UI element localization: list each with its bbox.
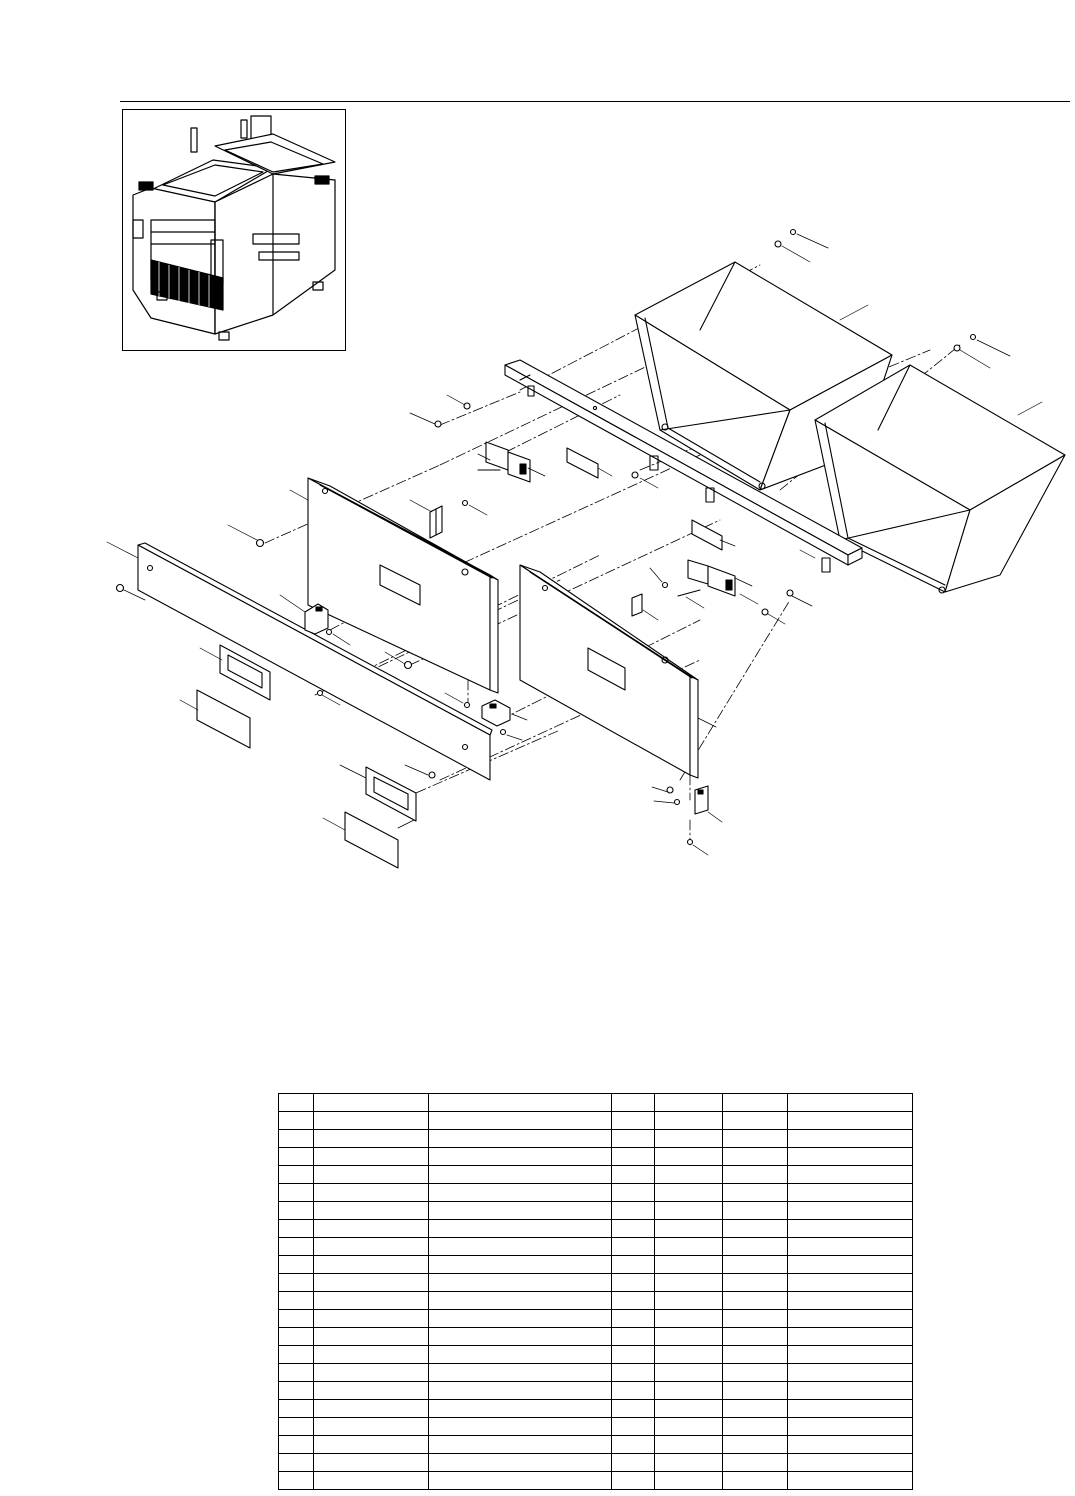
table-row	[279, 1418, 913, 1436]
column-header	[279, 1094, 314, 1112]
table-cell	[655, 1292, 723, 1310]
table-cell	[655, 1364, 723, 1382]
table-cell	[429, 1166, 612, 1184]
table-cell	[723, 1328, 788, 1346]
table-row	[279, 1130, 913, 1148]
table-row	[279, 1364, 913, 1382]
right-panel	[520, 565, 698, 778]
table-cell	[612, 1238, 655, 1256]
table-row	[279, 1274, 913, 1292]
table-cell	[655, 1472, 723, 1490]
table-row	[279, 1400, 913, 1418]
table-cell	[314, 1256, 429, 1274]
table-cell	[723, 1148, 788, 1166]
table-cell	[279, 1274, 314, 1292]
table-header-row	[279, 1094, 913, 1112]
table-cell	[723, 1238, 788, 1256]
table-cell	[655, 1382, 723, 1400]
table-cell	[279, 1382, 314, 1400]
table-cell	[788, 1220, 913, 1238]
table-cell	[788, 1328, 913, 1346]
table-cell	[612, 1274, 655, 1292]
table-cell	[279, 1472, 314, 1490]
table-cell	[279, 1238, 314, 1256]
table-row	[279, 1148, 913, 1166]
table-cell	[788, 1184, 913, 1202]
table-cell	[612, 1148, 655, 1166]
table-cell	[788, 1166, 913, 1184]
table-cell	[279, 1454, 314, 1472]
table-cell	[314, 1364, 429, 1382]
table-cell	[655, 1148, 723, 1166]
table-cell	[788, 1472, 913, 1490]
table-cell	[314, 1310, 429, 1328]
table-cell	[429, 1346, 612, 1364]
table-cell	[279, 1418, 314, 1436]
table-cell	[723, 1184, 788, 1202]
magnet-latch-right	[678, 560, 735, 596]
column-header	[612, 1094, 655, 1112]
label-upper-left	[567, 448, 598, 478]
table-row	[279, 1184, 913, 1202]
table-row	[279, 1346, 913, 1364]
table-cell	[429, 1400, 612, 1418]
table-cell	[788, 1292, 913, 1310]
table-cell	[314, 1436, 429, 1454]
table-cell	[788, 1418, 913, 1436]
table-cell	[723, 1364, 788, 1382]
table-cell	[723, 1202, 788, 1220]
table-cell	[279, 1184, 314, 1202]
table-row	[279, 1256, 913, 1274]
table-row	[279, 1292, 913, 1310]
table-cell	[788, 1454, 913, 1472]
column-header	[655, 1094, 723, 1112]
table-cell	[314, 1148, 429, 1166]
table-cell	[723, 1274, 788, 1292]
table-cell	[429, 1202, 612, 1220]
table-cell	[314, 1274, 429, 1292]
table-cell	[429, 1184, 612, 1202]
table-cell	[279, 1112, 314, 1130]
table-cell	[612, 1364, 655, 1382]
table-cell	[314, 1292, 429, 1310]
table-cell	[612, 1184, 655, 1202]
table-cell	[612, 1454, 655, 1472]
table-cell	[723, 1472, 788, 1490]
table-cell	[788, 1400, 913, 1418]
table-cell	[612, 1382, 655, 1400]
angle-bracket	[430, 506, 442, 538]
table-cell	[655, 1400, 723, 1418]
table-cell	[655, 1454, 723, 1472]
table-cell	[612, 1220, 655, 1238]
table-cell	[655, 1256, 723, 1274]
table-cell	[788, 1436, 913, 1454]
table-cell	[723, 1400, 788, 1418]
hinge-bracket-right	[482, 700, 510, 726]
table-cell	[655, 1310, 723, 1328]
table-row	[279, 1472, 913, 1490]
table-row	[279, 1454, 913, 1472]
table-cell	[314, 1220, 429, 1238]
table-cell	[314, 1166, 429, 1184]
table-cell	[723, 1310, 788, 1328]
table-cell	[314, 1382, 429, 1400]
table-cell	[429, 1382, 612, 1400]
table-cell	[723, 1436, 788, 1454]
table-cell	[655, 1328, 723, 1346]
table-cell	[279, 1364, 314, 1382]
table-cell	[612, 1310, 655, 1328]
table-cell	[612, 1328, 655, 1346]
table-cell	[314, 1346, 429, 1364]
table-cell	[314, 1472, 429, 1490]
table-cell	[655, 1346, 723, 1364]
table-cell	[279, 1292, 314, 1310]
table-cell	[612, 1400, 655, 1418]
table-cell	[788, 1346, 913, 1364]
table-row	[279, 1382, 913, 1400]
table-cell	[655, 1166, 723, 1184]
table-cell	[655, 1112, 723, 1130]
table-cell	[788, 1148, 913, 1166]
table-row	[279, 1112, 913, 1130]
parts-table-body	[279, 1112, 913, 1490]
column-header	[314, 1094, 429, 1112]
hinge-bracket-left	[305, 604, 328, 634]
table-cell	[788, 1274, 913, 1292]
table-cell	[723, 1130, 788, 1148]
table-cell	[723, 1382, 788, 1400]
table-cell	[723, 1166, 788, 1184]
table-cell	[788, 1256, 913, 1274]
table-cell	[788, 1364, 913, 1382]
column-header	[723, 1094, 788, 1112]
table-cell	[655, 1220, 723, 1238]
table-cell	[788, 1310, 913, 1328]
table-cell	[723, 1418, 788, 1436]
table-cell	[612, 1292, 655, 1310]
table-cell	[314, 1184, 429, 1202]
table-cell	[612, 1166, 655, 1184]
table-cell	[279, 1148, 314, 1166]
table-cell	[429, 1112, 612, 1130]
table-cell	[429, 1130, 612, 1148]
table-cell	[612, 1112, 655, 1130]
table-cell	[723, 1112, 788, 1130]
table-cell	[279, 1202, 314, 1220]
table-cell	[279, 1400, 314, 1418]
table-cell	[723, 1292, 788, 1310]
table-cell	[429, 1238, 612, 1256]
table-cell	[612, 1472, 655, 1490]
handle-right	[366, 767, 416, 821]
table-cell	[279, 1310, 314, 1328]
table-cell	[429, 1220, 612, 1238]
table-row	[279, 1166, 913, 1184]
table-cell	[655, 1202, 723, 1220]
table-cell	[788, 1238, 913, 1256]
table-cell	[612, 1202, 655, 1220]
column-header	[429, 1094, 612, 1112]
table-cell	[314, 1238, 429, 1256]
table-cell	[429, 1148, 612, 1166]
label-plate-left	[197, 690, 250, 748]
table-row	[279, 1220, 913, 1238]
table-cell	[429, 1364, 612, 1382]
table-cell	[429, 1472, 612, 1490]
label-upper-right	[692, 520, 722, 550]
table-cell	[723, 1256, 788, 1274]
table-cell	[314, 1112, 429, 1130]
table-cell	[429, 1436, 612, 1454]
table-cell	[655, 1184, 723, 1202]
magnet-latch-left	[478, 442, 530, 482]
table-cell	[314, 1130, 429, 1148]
table-cell	[279, 1328, 314, 1346]
label-plate-right	[345, 812, 398, 868]
table-cell	[279, 1220, 314, 1238]
table-cell	[429, 1418, 612, 1436]
table-cell	[788, 1130, 913, 1148]
table-cell	[612, 1418, 655, 1436]
parts-table	[278, 1093, 913, 1490]
table-cell	[314, 1328, 429, 1346]
column-header	[788, 1094, 913, 1112]
table-cell	[788, 1112, 913, 1130]
table-cell	[429, 1328, 612, 1346]
table-row	[279, 1328, 913, 1346]
hinge-bracket-bottom	[695, 786, 708, 814]
table-cell	[314, 1400, 429, 1418]
table-row	[279, 1238, 913, 1256]
table-cell	[279, 1436, 314, 1454]
table-cell	[788, 1202, 913, 1220]
table-cell	[612, 1130, 655, 1148]
table-cell	[655, 1274, 723, 1292]
table-row	[279, 1436, 913, 1454]
table-cell	[723, 1454, 788, 1472]
table-cell	[279, 1256, 314, 1274]
table-cell	[655, 1238, 723, 1256]
table-cell	[723, 1220, 788, 1238]
table-cell	[279, 1130, 314, 1148]
table-cell	[429, 1310, 612, 1328]
table-cell	[788, 1382, 913, 1400]
table-cell	[655, 1418, 723, 1436]
table-cell	[429, 1454, 612, 1472]
table-cell	[612, 1436, 655, 1454]
table-cell	[612, 1256, 655, 1274]
table-cell	[429, 1274, 612, 1292]
table-cell	[429, 1256, 612, 1274]
table-cell	[279, 1346, 314, 1364]
table-cell	[429, 1292, 612, 1310]
bracket-small	[632, 594, 642, 616]
table-cell	[314, 1454, 429, 1472]
table-cell	[279, 1166, 314, 1184]
table-cell	[723, 1346, 788, 1364]
table-cell	[655, 1436, 723, 1454]
table-row	[279, 1310, 913, 1328]
table-cell	[655, 1130, 723, 1148]
table-cell	[314, 1418, 429, 1436]
table-cell	[314, 1202, 429, 1220]
table-row	[279, 1202, 913, 1220]
table-cell	[612, 1346, 655, 1364]
